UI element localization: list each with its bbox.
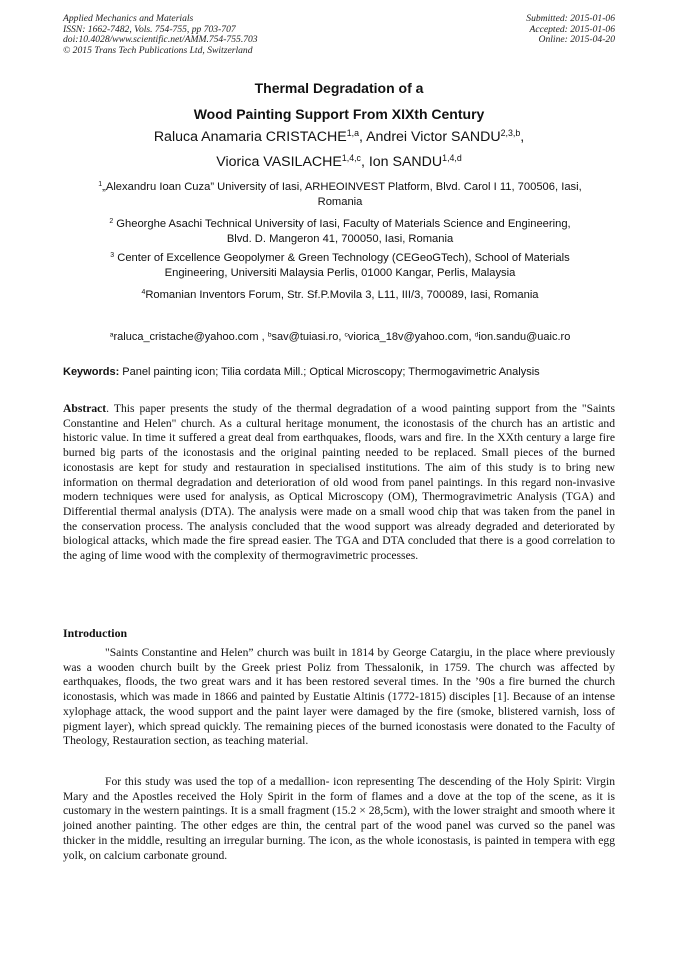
paper-title-line-2: Wood Painting Support From XIXth Century (193, 106, 485, 122)
email-superscript: a (109, 331, 114, 339)
author-line-1: Raluca Anamaria CRISTACHE$^{1,a}$, Andrei Victor SANDU$^{2,3,b}$, (153, 128, 525, 145)
affiliation-number: 3 (110, 252, 115, 260)
affiliation-3 (66, 251, 614, 281)
affiliation-text: „Alexandru Ioan Cuza” University of Iasi, ARHEOINVEST Platform, Blvd. Carol I 11, 700506, Iasi, (102, 181, 582, 193)
email-superscript: c (344, 331, 348, 339)
affiliation-1 (66, 180, 614, 210)
affiliation-text: Blvd. D. Mangeron 41, 700050, Iasi, Romania (226, 233, 454, 245)
email-link[interactable]: sav@tuiasi.ro (271, 331, 339, 343)
author-name: Ion SANDU (368, 154, 443, 170)
journal-doi: doi:10.4028/www.scientific.net/AMM.754-755.703 (63, 34, 258, 46)
affiliation-text: Gheorghe Asachi Technical University of Iasi, Faculty of Materials Science and Engineering, (116, 218, 571, 230)
keywords-label: Keywords: (63, 366, 120, 378)
email-link[interactable]: ion.sandu@uaic.ro (478, 331, 571, 343)
submitted-date: Submitted: 2015-01-06 (526, 13, 615, 24)
journal-info (63, 14, 258, 56)
author-superscript: 1,4,c (341, 153, 361, 164)
author-line-2: Viorica VASILACHE$^{1,4,c}$, Ion SANDU$^{1,4,d}$ (216, 153, 462, 170)
journal-copyright: © 2015 Trans Tech Publications Ltd, Switzerland (63, 44, 253, 56)
author-name: Viorica VASILACHE (216, 154, 342, 170)
online-date: Online: 2015-04-20 (538, 34, 615, 46)
abstract-label: Abstract (63, 402, 107, 415)
abstract (63, 402, 615, 564)
email-link[interactable]: viorica_18v@yahoo.com (347, 331, 469, 343)
affiliation-4 (66, 288, 614, 303)
author-superscript: 1,a (346, 128, 359, 139)
affiliation-number: 2 (109, 218, 114, 226)
keywords-text: Panel painting icon; Tilia cordata Mill.; Optical Microscopy; Thermogavimetric Analysis (119, 366, 540, 378)
introduction-paragraph-2: For this study was used the top of a medallion- icon representing The descending of the Holy Spirit: Virgin Mary and the Apostles received the Holy Spirit in the form of flames and a dove at the top of the scene, as it is customary in the western paintings. It is a small fragment (15.2 × 28,5cm), with the lower straight and smooth where it joined another painting. The other edges are thin, the central part of the wood panel was curved so the panel was thicker in the middle, resulting an irregular burning. The icon, as the whole iconostasis, is painted in tempera with egg yolk, on calcium carbonate ground. (63, 775, 615, 862)
author-emails: $^a$raluca_cristache@yahoo.com , $^b$sav@tuiasi.ro, $^c$viorica_18v@yahoo.com, $^d$ion.sandu@uaic.ro (109, 331, 571, 343)
introduction-paragraph-1: "Saints Constantine and Helen” church was built in 1814 by George Catargiu, in the place where previously was a wooden church built by the Greek priest Poliz from Thessalonik, in 1759. The church was affected by earthquakes, floods, the two great wars and it has been restored several times. In the ’90s a fire burned the church iconostasis, which was made in 1866 and painted by Eustatie Altinis (1772-1815) disciples [1]. Because of an intense xylophage attack, the wood support and the paint layer were damaged by the fire (smoke, blistered varnish, loss of pigment layer), which spread quickly. The remaining pieces of the burned iconostasis were donated to the Faculty of Theology, Restauration section, as teaching material. (63, 646, 615, 748)
author-superscript: 2,3,b (500, 128, 521, 139)
affiliation-text: Romania (317, 196, 363, 208)
author-name: Raluca Anamaria CRISTACHE (153, 129, 347, 145)
affiliation-number: 4 (141, 289, 146, 297)
journal-issn: ISSN: 1662-7482, Vols. 754-755, pp 703-707 (63, 23, 236, 35)
keywords (63, 366, 618, 378)
email-superscript: b (267, 331, 272, 339)
affiliation-2 (66, 217, 614, 247)
abstract-text: . This paper presents the study of the thermal degradation of a wood painting support from the "Saints Constantine and Helen" church. As a cultural heritage monument, the iconostasis of the church has an artistic and historic value. In time it suffered a great deal from earthquakes, floods, wars and fire. In the XXth century a large fire burned big parts of the iconostasis and the original painting needed to be replaced. Small pieces of the burned iconostasis are kept for study and restauration in specialised institutions. The aim of this study is to bring new information on thermal degradation and deterioration of old wood from panel paintings. In this regard non-invasive modern techniques were used for analysis, as Optical Microscopy (OM), Thermogravimetric Analysis (TGA) and Differential thermal analysis (DTA). The analysis were made on a small wood chip that was taken from the panel in the conservation process. The analysis concluded that the wood support was already degraded and deteriorated by biological attacks, which made the fire spread easier. The TGA and DTA concluded that there is a good correlation to the aging of lime wood with the complexity of thermogravimetric processes. (63, 402, 615, 563)
journal-name: Applied Mechanics and Materials (63, 13, 194, 24)
submission-dates (526, 14, 615, 46)
section-heading-introduction: Introduction (63, 626, 128, 640)
affiliation-text: Engineering, Universiti Malaysia Perlis, 01000 Kangar, Perlis, Malaysia (164, 267, 516, 279)
author-superscript: 1,4,d (442, 153, 462, 164)
author-name: Andrei Victor SANDU (366, 129, 501, 145)
email-superscript: d (474, 331, 479, 339)
paper-title-line-1: Thermal Degradation of a (254, 80, 424, 96)
accepted-date: Accepted: 2015-01-06 (529, 23, 615, 35)
affiliation-number: 1 (98, 181, 103, 189)
email-link[interactable]: raluca_cristache@yahoo.com (113, 331, 259, 343)
affiliation-text: Romanian Inventors Forum, Str. Sf.P.Movila 3, L11, III/3, 700089, Iasi, Romania (145, 289, 539, 301)
affiliation-text: Center of Excellence Geopolymer & Green Technology (CEGeoGTech), School of Materials (117, 252, 570, 264)
